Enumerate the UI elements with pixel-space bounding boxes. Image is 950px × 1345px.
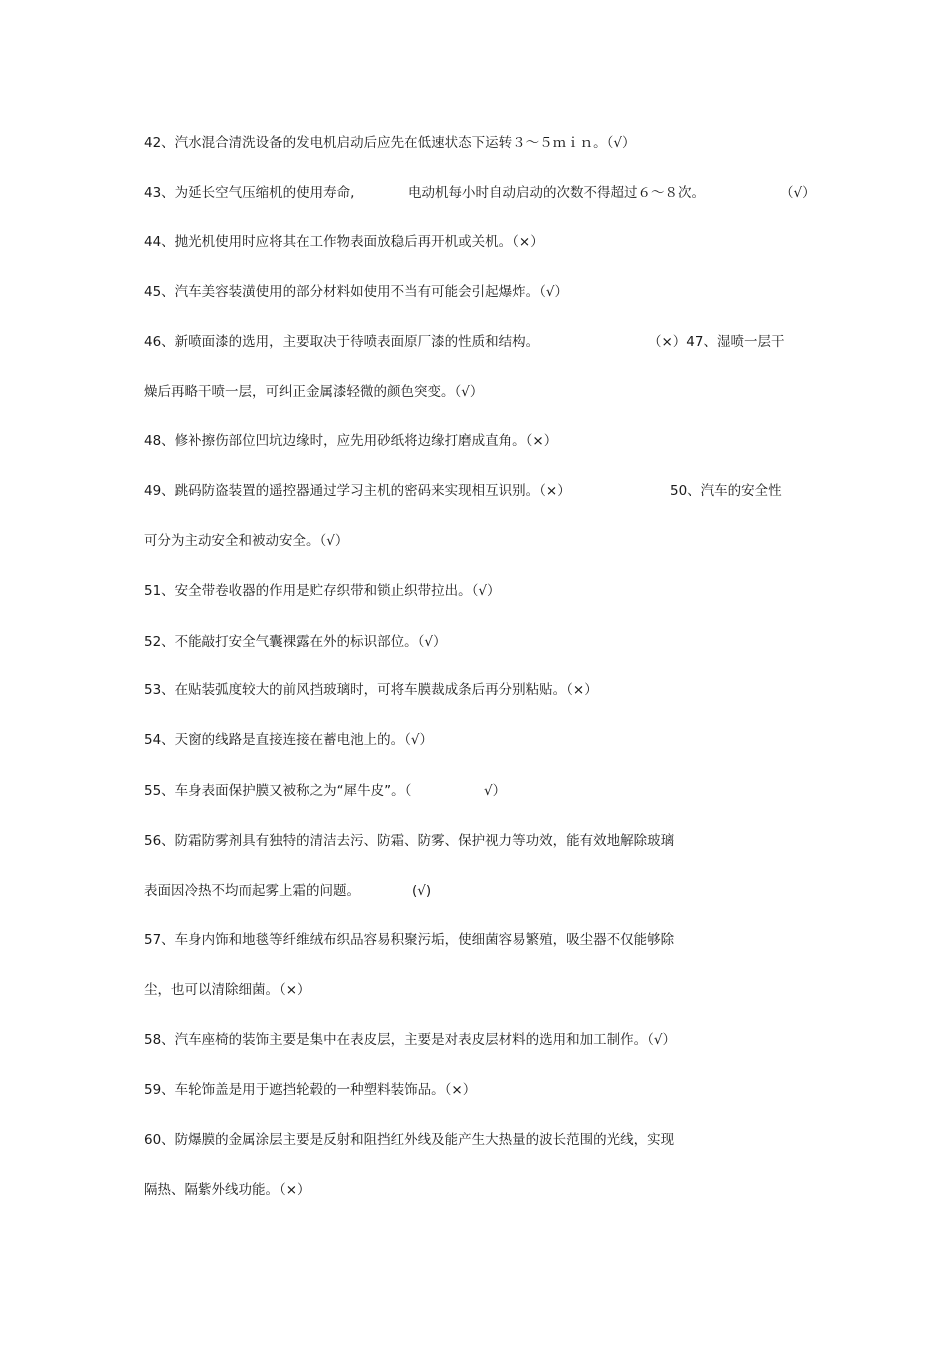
- question-60: 60、防爆膜的金属涂层主要是反射和阻挡红外线及能产生大热量的波长范围的光线，实现: [144, 1132, 675, 1148]
- question-50-continued: 可分为主动安全和被动安全。（√）: [144, 533, 349, 549]
- question-59: 59、车轮饰盖是用于遮挡轮毂的一种塑料装饰品。（×）: [144, 1082, 477, 1098]
- question-50-start: 50、汽车的安全性: [670, 483, 782, 499]
- question-55-answer: √）: [484, 783, 507, 799]
- question-44: 44、抛光机使用时应将其在工作物表面放稳后再开机或关机。（×）: [144, 234, 544, 250]
- question-45: 45、汽车美容装潢使用的部分材料如使用不当有可能会引起爆炸。（√）: [144, 284, 569, 300]
- question-48: 48、修补擦伤部位凹坑边缘时，应先用砂纸将边缘打磨成直角。（×）: [144, 433, 558, 449]
- question-53: 53、在贴装弧度较大的前风挡玻璃时，可将车膜裁成条后再分别粘贴。（×）: [144, 682, 598, 698]
- question-49: 49、跳码防盗装置的遥控器通过学习主机的密码来实现相互识别。（×）: [144, 483, 571, 499]
- question-56: 56、防霜防雾剂具有独特的清洁去污、防霜、防雾、保护视力等功效，能有效地解除玻璃: [144, 833, 675, 849]
- question-56-answer: (√): [412, 883, 432, 899]
- question-60-continued: 隔热、隔紫外线功能。（×）: [144, 1182, 311, 1198]
- question-57: 57、车身内饰和地毯等纤维绒布织品容易积聚污垢，使细菌容易繁殖，吸尘器不仅能够除: [144, 932, 675, 948]
- question-52: 52、不能敲打安全气囊裸露在外的标识部位。（√）: [144, 634, 447, 650]
- question-46-answer-47-start: （×）47、湿喷一层干: [648, 334, 785, 350]
- question-56-continued: 表面因冷热不均而起雾上霜的问题。: [144, 883, 360, 899]
- question-51: 51、安全带卷收器的作用是贮存织带和锁止织带拉出。（√）: [144, 583, 501, 599]
- question-43-part2: 电动机每小时自动启动的次数不得超过６～８次。: [408, 185, 705, 201]
- question-54: 54、天窗的线路是直接连接在蓄电池上的。（√）: [144, 732, 434, 748]
- question-43-part1: 43、为延长空气压缩机的使用寿命,: [144, 185, 355, 201]
- question-43-answer: （√）: [780, 185, 816, 201]
- question-57-continued: 尘，也可以清除细菌。（×）: [144, 982, 311, 998]
- question-55: 55、车身表面保护膜又被称之为“犀牛皮”。（: [144, 783, 412, 799]
- question-47-continued: 燥后再略干喷一层，可纠正金属漆轻微的颜色突变。（√）: [144, 384, 484, 400]
- question-42: 42、汽水混合清洗设备的发电机启动后应先在低速状态下运转３～５ｍｉｎ。（√）: [144, 135, 636, 151]
- question-46: 46、新喷面漆的选用，主要取决于待喷表面原厂漆的性质和结构。: [144, 334, 540, 350]
- question-58: 58、汽车座椅的装饰主要是集中在表皮层，主要是对表皮层材料的选用和加工制作。（√）: [144, 1032, 677, 1048]
